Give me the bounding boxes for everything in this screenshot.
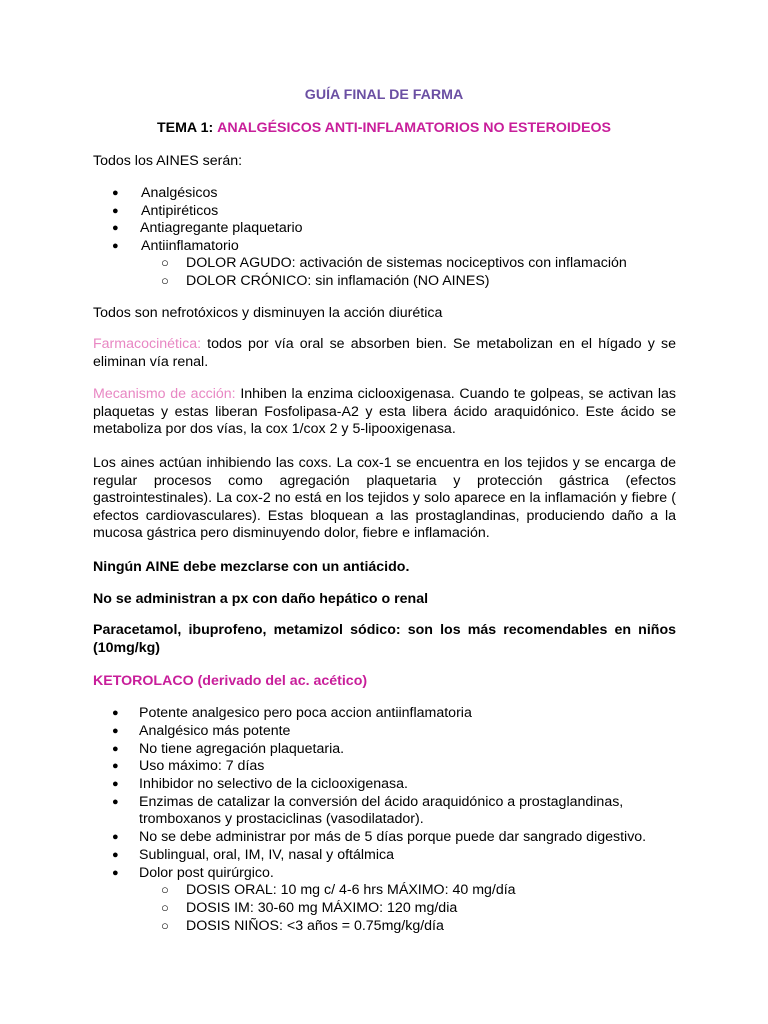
dosis-item: DOSIS ORAL: 10 mg c/ 4-6 hrs MÁXIMO: 40 mg/día (186, 882, 516, 898)
sub-list-item: DOLOR CRÓNICO: sin inflamación (NO AINES) (186, 273, 490, 289)
bullet-icon: ● (112, 831, 119, 843)
list-item: Analgésicos (141, 185, 218, 201)
bullet-icon: ● (112, 867, 119, 879)
pediatric-note: Paracetamol, ibuprofeno, metamizol sódico: son los más recomendables en niños (10mg/kg) (93, 622, 676, 656)
list-item: No tiene agregación plaquetaria. (139, 741, 345, 757)
ketorolaco-heading: KETOROLACO (derivado del ac. acético) (93, 673, 368, 689)
circle-bullet-icon: ○ (161, 918, 169, 933)
bullet-icon: ● (112, 743, 119, 755)
intro-text: Todos los AINES serán: (93, 153, 243, 169)
list-item: Analgésico más potente (139, 723, 291, 739)
page-title: GUÍA FINAL DE FARMA (304, 87, 464, 103)
mecanismo-paragraph: Mecanismo de acción: Inhiben la enzima ciclooxigenasa. Cuando te golpeas, se activan las plaquetas y estas liberan Fosfolipasa-A2 y esta libera ácido araquidónico. Este ácido se metaboliza por dos vías, la cox 1/cox 2 y 5-lipooxigenasa. (93, 386, 676, 438)
farmacocinetica-paragraph: Farmacocinética: todos por vía oral se absorben bien. Se metabolizan en el hígado y se eliminan vía renal. (93, 336, 676, 370)
circle-bullet-icon: ○ (161, 882, 169, 897)
bullet-icon: ● (112, 849, 119, 861)
bullet-icon: ● (112, 222, 119, 234)
list-item: Inhibidor no selectivo de la ciclooxigenasa. (139, 776, 408, 792)
bullet-icon: ● (112, 205, 119, 217)
tema-prefix: TEMA 1: (156, 120, 214, 136)
bullet-icon: ● (112, 778, 119, 790)
circle-bullet-icon: ○ (161, 900, 169, 915)
list-item: No se debe administrar por más de 5 días porque puede dar sangrado digestivo. (139, 829, 647, 845)
tema-title: ANALGÉSICOS ANTI-INFLAMATORIOS NO ESTEROIDEOS (217, 120, 612, 136)
bullet-icon: ● (112, 187, 119, 199)
bullet-icon: ● (112, 796, 119, 808)
bullet-icon: ● (112, 760, 119, 772)
dosis-item: DOSIS IM: 30-60 mg MÁXIMO: 120 mg/dia (186, 900, 458, 916)
cox-paragraph: Los aines actúan inhibiendo las coxs. La cox-1 se encuentra en los tejidos y se encarga de regular procesos como agregación plaquetaria y protección gástrica (efectos gastrointestinales). La cox-2 no está en los tejidos y solo aparece en la inflamación y fiebre ( efectos cardiovasculares). Estas bloquean a las prostaglandinas, produciendo daño a la mucosa gástrica pero disminuyendo dolor, fiebre e inflamación. (93, 455, 676, 542)
list-item: Enzimas de catalizar la conversión del ácido araquidónico a prostaglandinas, (139, 794, 624, 810)
hepatic-renal-note: No se administran a px con daño hepático o renal (93, 591, 429, 607)
list-item-continuation: tromboxanos y prostaciclinas (vasodilatador). (139, 811, 424, 827)
list-item: Dolor post quirúrgico. (139, 865, 274, 881)
list-item: Antiinflamatorio (141, 238, 239, 254)
list-item: Uso máximo: 7 días (139, 758, 265, 774)
bullet-icon: ● (112, 725, 119, 737)
bullet-icon: ● (112, 707, 119, 719)
sub-list-item: DOLOR AGUDO: activación de sistemas nociceptivos con inflamación (186, 255, 627, 271)
tema-heading (0, 120, 768, 136)
list-item: Potente analgesico pero poca accion antiinflamatoria (139, 705, 472, 721)
list-item: Antiagregante plaquetario (140, 220, 303, 236)
list-item: Sublingual, oral, IM, IV, nasal y oftálmica (139, 847, 394, 863)
antiacido-note: Ningún AINE debe mezclarse con un antiácido. (93, 559, 410, 575)
dosis-item: DOSIS NIÑOS: <3 años = 0.75mg/kg/día (186, 918, 444, 934)
list-item: Antipiréticos (141, 203, 219, 219)
mecanismo-label: Mecanismo de acción: (93, 386, 236, 402)
nefrotoxic-note: Todos son nefrotóxicos y disminuyen la acción diurética (93, 305, 443, 321)
bullet-icon: ● (112, 240, 119, 252)
circle-bullet-icon: ○ (161, 273, 169, 288)
circle-bullet-icon: ○ (161, 255, 169, 270)
farmacocinetica-label: Farmacocinética: (93, 336, 202, 352)
